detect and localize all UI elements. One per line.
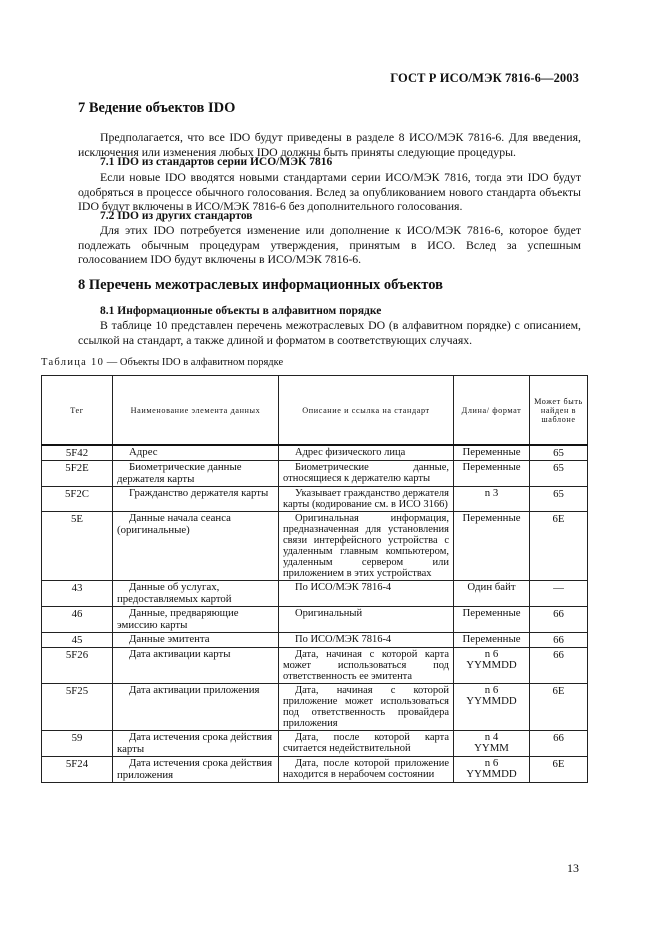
cell-len (454, 757, 530, 783)
cell-tag: 5F2E (42, 461, 113, 487)
cell-tag: 59 (42, 731, 113, 757)
cell-len-format: YYMMDD (466, 768, 517, 780)
cell-desc-text: По ИСО/МЭК 7816-4 (295, 634, 392, 645)
cell-tag: 5E (42, 512, 113, 581)
cell-tag: 5F24 (42, 757, 113, 783)
cell-desc-text: Дата, после которой карта считается недействительной (283, 732, 449, 754)
cell-name (113, 487, 279, 512)
cell-tpl: 65 (530, 445, 588, 461)
cell-tag: 5F25 (42, 684, 113, 731)
cell-name-text: Дата истечения срока действия приложения (117, 757, 273, 781)
section-7-intro-text: Предполагается, что все IDO будут приведены в разделе 8 ИСО/МЭК 7816-6. Для введения, исключения или изменения любых IDO должны быть приняты следующие процедуры. (78, 130, 581, 159)
section-7-intro (78, 130, 581, 159)
cell-len-text: n 3 (484, 487, 499, 499)
cell-len-format: YYMMDD (466, 659, 517, 671)
section-8-1-text: В таблице 10 представлен перечень межотраслевых DO (в алфавитном порядке) с описанием, ссылкой на стандарт, а также длиной и форматом в соответствующих случаях. (78, 318, 581, 347)
table-row (42, 731, 588, 757)
cell-desc (279, 461, 454, 487)
cell-name-text: Адрес (129, 446, 158, 458)
cell-len (454, 731, 530, 757)
cell-tpl: — (530, 581, 588, 607)
cell-name-text: Данные начала сеанса (оригинальные) (117, 512, 231, 536)
ido-table (41, 375, 588, 783)
cell-name (113, 445, 279, 461)
cell-name (113, 461, 279, 487)
cell-name (113, 731, 279, 757)
cell-len-text: Один байт (467, 581, 516, 593)
cell-desc (279, 648, 454, 684)
cell-tpl: 66 (530, 633, 588, 648)
cell-name-text: Дата истечения срока действия карты (117, 731, 273, 755)
header-desc: Описание и ссылка на стандарт (279, 376, 454, 446)
cell-name-text: Дата активации карты (129, 648, 231, 660)
cell-desc (279, 445, 454, 461)
cell-len (454, 581, 530, 607)
cell-desc-text: Оригинальный (295, 608, 363, 619)
cell-len-text: Переменные (462, 512, 521, 524)
cell-len-text: Переменные (462, 446, 521, 458)
cell-len-text: n 6 (484, 684, 499, 696)
cell-tag: 45 (42, 633, 113, 648)
cell-len-format: YYMM (474, 742, 509, 754)
cell-len (454, 512, 530, 581)
table-row (42, 648, 588, 684)
cell-name (113, 633, 279, 648)
page-number: 13 (567, 861, 579, 875)
cell-desc-text: Адрес физического лица (295, 447, 406, 458)
cell-tpl: 65 (530, 487, 588, 512)
table-row (42, 607, 588, 633)
cell-len-text: Переменные (462, 633, 521, 645)
cell-tpl: 6E (530, 512, 588, 581)
cell-len (454, 684, 530, 731)
cell-name (113, 684, 279, 731)
table-row (42, 757, 588, 783)
cell-desc-text: По ИСО/МЭК 7816-4 (295, 582, 392, 593)
cell-desc (279, 607, 454, 633)
cell-len (454, 461, 530, 487)
cell-tpl: 66 (530, 607, 588, 633)
cell-desc-text: Дата, после которой приложение находится в нерабочем состоянии (283, 758, 449, 780)
cell-tag: 5F26 (42, 648, 113, 684)
table-row (42, 512, 588, 581)
cell-desc-text: Дата, начиная с которой карта может использоваться под ответственность ее эмитента (283, 649, 449, 682)
cell-tpl: 6E (530, 757, 588, 783)
cell-len-text: Переменные (462, 461, 521, 473)
header-name: Наименование элемента данных (113, 376, 279, 446)
table-row (42, 461, 588, 487)
section-7-title: 7 Ведение объектов IDO (78, 100, 236, 116)
cell-desc (279, 757, 454, 783)
cell-len (454, 487, 530, 512)
section-8-1-body (78, 318, 581, 347)
section-7-2-title: 7.2 IDO из других стандартов (100, 210, 253, 222)
cell-len (454, 445, 530, 461)
cell-desc (279, 487, 454, 512)
cell-desc (279, 512, 454, 581)
cell-desc (279, 731, 454, 757)
standard-code: ГОСТ Р ИСО/МЭК 7816-6—2003 (390, 71, 579, 85)
cell-len-text: n 6 (484, 648, 499, 660)
section-8-1-title: 8.1 Информационные объекты в алфавитном порядке (100, 305, 382, 317)
cell-tag: 5F2C (42, 487, 113, 512)
cell-name-text: Данные эмитента (129, 633, 210, 645)
table-row (42, 684, 588, 731)
cell-len-text: n 6 (484, 757, 499, 769)
section-7-2-body (78, 223, 581, 267)
cell-name (113, 512, 279, 581)
cell-name (113, 757, 279, 783)
table-row (42, 445, 588, 461)
header-len: Длина/ формат (454, 376, 530, 446)
table-caption-text: — Объекты IDO в алфавитном порядке (104, 357, 284, 368)
cell-desc (279, 633, 454, 648)
cell-name (113, 581, 279, 607)
cell-len-text: n 4 (484, 731, 499, 743)
header-tpl: Может быть найден в шаблоне (530, 376, 588, 446)
cell-len-format: YYMMDD (466, 695, 517, 707)
cell-desc (279, 581, 454, 607)
cell-tag: 46 (42, 607, 113, 633)
cell-desc-text: Биометрические данные, относящиеся к держателю карты (283, 462, 449, 484)
cell-len-text: Переменные (462, 607, 521, 619)
section-7-2-text: Для этих IDO потребуется изменение или дополнение к ИСО/МЭК 7816-6, которое будет подлежать обычным процедурам утверждения, принятым в ИСО. Вслед за успешным голосованием IDO будут включены в ИСО/МЭК 7816-6. (78, 223, 581, 266)
cell-desc-text: Дата, начиная с которой приложение может использоваться под ответственность провайдера приложения (283, 685, 449, 729)
cell-len (454, 633, 530, 648)
cell-tpl: 6E (530, 684, 588, 731)
cell-desc-text: Оригинальная информация, предназначенная для установления связи интерфейсного устройства с удаленным главным компьютером, удаленным сервером или приложением в этих устройствах (283, 513, 449, 579)
cell-len (454, 648, 530, 684)
cell-name-text: Дата активации приложения (129, 684, 260, 696)
table-row (42, 581, 588, 607)
cell-desc-text: Указывает гражданство держателя карты (кодирование см. в ИСО 3166) (283, 488, 449, 510)
table-caption (41, 357, 283, 368)
table-row (42, 633, 588, 648)
cell-tpl: 66 (530, 648, 588, 684)
header-tag: Тег (42, 376, 113, 446)
section-8-title: 8 Перечень межотраслевых информационных объектов (78, 277, 443, 293)
cell-tag: 5F42 (42, 445, 113, 461)
table-row (42, 487, 588, 512)
cell-desc (279, 684, 454, 731)
cell-name-text: Биометрические данные держателя карты (117, 461, 242, 485)
cell-name (113, 607, 279, 633)
cell-tpl: 65 (530, 461, 588, 487)
cell-name-text: Гражданство держателя карты (129, 487, 269, 499)
cell-name (113, 648, 279, 684)
cell-name-text: Данные, предваряющие эмиссию карты (117, 607, 239, 631)
cell-name-text: Данные об услугах, предоставляемых картой (117, 581, 232, 605)
section-7-1-title: 7.1 IDO из стандартов серии ИСО/МЭК 7816 (100, 156, 333, 168)
cell-len (454, 607, 530, 633)
cell-tpl: 66 (530, 731, 588, 757)
cell-tag: 43 (42, 581, 113, 607)
section-7-1-body (78, 170, 581, 214)
table-header-row (42, 376, 588, 446)
section-7-1-text: Если новые IDO вводятся новыми стандартами серии ИСО/МЭК 7816, тогда эти IDO будут одобряться в процессе обычного голосования. Вслед за опубликованием нового стандарта объекты IDO будут включены в ИСО/МЭК 7816-6 без дополнительного голосования. (78, 170, 581, 213)
table-caption-label: Таблица 10 (41, 357, 105, 368)
